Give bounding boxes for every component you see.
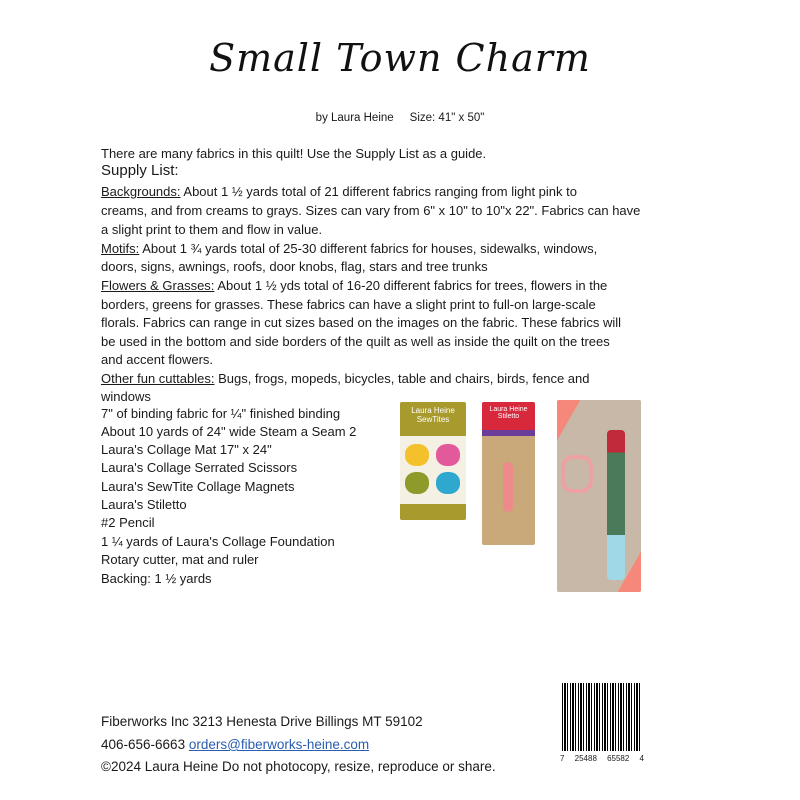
supply-item: Backing: 1 ½ yards <box>101 571 212 586</box>
flowers-line-1: Flowers & Grasses: About 1 ½ yds total of 16-20 different fabrics for trees, flowers in the <box>101 278 608 293</box>
footer-address: Fiberworks Inc 3213 Henesta Drive Billings MT 59102 <box>101 714 423 729</box>
flowers-line-2: borders, greens for grasses. These fabrics can have a slight print to full-on large-scale <box>101 297 596 312</box>
supply-item: 1 ¼ yards of Laura's Collage Foundation <box>101 534 335 549</box>
author: by Laura Heine <box>315 112 394 124</box>
scissors-and-mat-photo <box>557 400 641 592</box>
page-title: Small Town Charm <box>209 36 591 80</box>
footer-contact <box>101 737 369 752</box>
intro-text: There are many fabrics in this quilt! Use the Supply List as a guide. <box>101 146 487 161</box>
supply-item: Laura's SewTite Collage Magnets <box>101 479 295 494</box>
motifs-line-2: doors, signs, awnings, roofs, door knobs, flag, stars and tree trunks <box>101 259 488 274</box>
supply-item: Rotary cutter, mat and ruler <box>101 552 259 567</box>
sewtites-product-image <box>400 402 466 520</box>
cuttables-line-1: Other fun cuttables: Bugs, frogs, mopeds, bicycles, table and chairs, birds, fence and <box>101 371 590 386</box>
supply-item: Laura's Stiletto <box>101 497 187 512</box>
email-link[interactable]: orders@fiberworks-heine.com <box>188 737 370 752</box>
backgrounds-line-3: a slight print to them and flow in value. <box>101 222 323 237</box>
sewtites-label: Laura Heine SewTites <box>400 402 466 436</box>
collage-roll <box>607 430 625 580</box>
green-flower-magnet <box>405 472 429 494</box>
quilt-size: Size: 41" x 50" <box>409 112 485 124</box>
scissors <box>561 455 593 493</box>
flowers-line-4: be used in the bottom and side borders of the quilt as well as inside the quilt on the trees <box>101 334 610 349</box>
cuttables-line-2: windows <box>101 389 151 404</box>
barcode-number: 7 25488 65582 4 <box>560 754 644 763</box>
barcode <box>562 683 642 751</box>
supply-item: About 10 yards of 24" wide Steam a Seam 2 <box>101 424 357 439</box>
blue-flower-magnet <box>436 472 460 494</box>
supply-item: Laura's Collage Serrated Scissors <box>101 460 298 475</box>
flowers-line-5: and accent flowers. <box>101 352 214 367</box>
motifs-line-1: Motifs: About 1 ¾ yards total of 25-30 different fabrics for houses, sidewalks, windows, <box>101 241 598 256</box>
phone: 406-656-6663 <box>101 737 186 752</box>
stiletto-label: Laura Heine Stiletto <box>482 402 535 430</box>
supply-item: Laura's Collage Mat 17" x 24" <box>101 442 272 457</box>
stiletto-tool <box>503 462 513 512</box>
backgrounds-line-1: Backgrounds: About 1 ½ yards total of 21 different fabrics ranging from light pink to <box>101 184 577 199</box>
stiletto-product-image <box>482 402 535 545</box>
flowers-line-3: florals. Fabrics can range in cut sizes based on the images on the fabric. These fabrics will <box>101 315 622 330</box>
copyright: ©2024 Laura Heine Do not photocopy, resize, reproduce or share. <box>101 759 496 774</box>
supply-list-heading: Supply List: <box>101 162 179 179</box>
supply-item: #2 Pencil <box>101 515 155 530</box>
backgrounds-line-2: creams, and from creams to grays. Sizes can vary from 6" x 10" to 10"x 22". Fabrics can have <box>101 203 641 218</box>
pink-flower-magnet <box>436 444 460 466</box>
supply-item: 7" of binding fabric for ¼" finished binding <box>101 406 341 421</box>
byline <box>0 112 800 124</box>
yellow-flower-magnet <box>405 444 429 466</box>
